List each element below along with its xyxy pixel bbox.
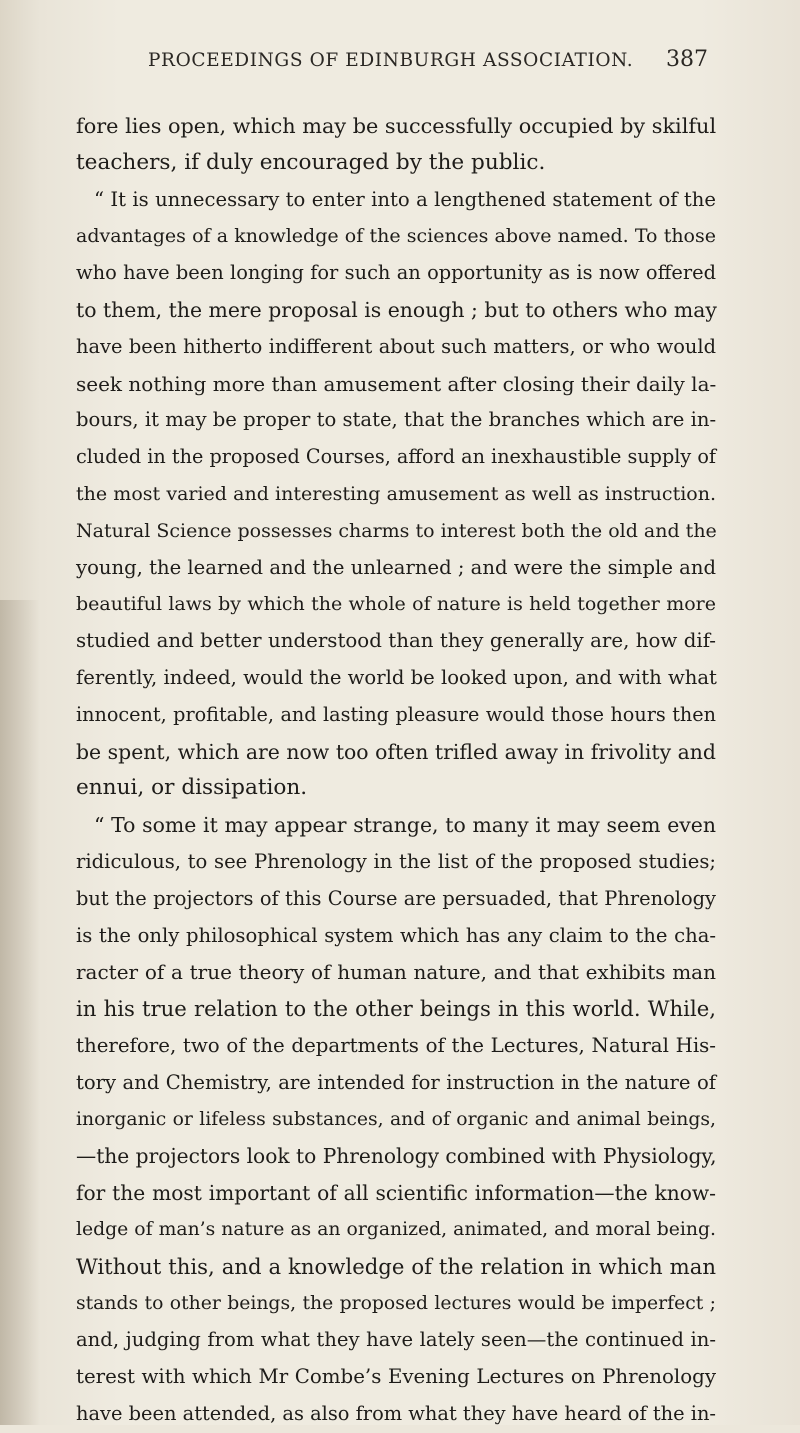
text-line: ridiculous, to see Phrenology in the list of the proposed studies; (76, 849, 716, 873)
text-line: racter of a true theory of human nature, and that exhibits man (76, 960, 716, 985)
text-line: beautiful laws by which the whole of nature is held together more (76, 593, 716, 616)
text-line: therefore, two of the departments of the Lectures, Natural His- (76, 1033, 716, 1057)
running-head-title: PROCEEDINGS OF EDINBURGH ASSOCIATION. (148, 50, 634, 71)
text-line: who have been longing for such an opportunity as is now offered (76, 261, 716, 285)
text-line: be spent, which are now too often trifled away in frivolity and (76, 739, 716, 764)
running-head (148, 47, 708, 80)
text-line: seek nothing more than amusement after closing their daily la- (76, 371, 717, 396)
text-line: Without this, and a knowledge of the relation in which man (76, 1253, 716, 1279)
text-line: but the projectors of this Course are persuaded, that Phrenology (76, 886, 716, 910)
text-line: and, judging from what they have lately seen—the continued in- (76, 1328, 716, 1352)
text-line: young, the learned and the unlearned ; and were the simple and (76, 555, 716, 579)
text-line: studied and better understood than they generally are, how dif- (76, 629, 716, 653)
text-line: for the most important of all scientific information—the know- (76, 1181, 716, 1206)
text-line: bours, it may be proper to state, that the branches which are in- (76, 408, 717, 432)
text-line: stands to other beings, the proposed lectures would be imperfect ; (76, 1292, 716, 1314)
text-line: have been hitherto indifferent about such matters, or who would (76, 334, 716, 358)
text-line: teachers, if duly encouraged by the public. (76, 149, 546, 175)
text-line: the most varied and interesting amusement as well as instruction. (76, 482, 716, 505)
text-line: inorganic or lifeless substances, and of organic and animal beings, (76, 1108, 716, 1130)
text-line: tory and Chemistry, are intended for instruction in the nature of (76, 1070, 716, 1094)
text-line: cluded in the proposed Courses, afford an inexhaustible supply of (76, 445, 716, 469)
text-line: fore lies open, which may be successfully occupied by skilful (76, 114, 717, 138)
page-edge-shadow (0, 600, 40, 1425)
text-line: Natural Science possesses charms to interest both the old and the (76, 519, 717, 542)
text-line: terest with which Mr Combe’s Evening Lectures on Phrenology (76, 1365, 716, 1389)
text-line: ferently, indeed, would the world be looked upon, and with what (76, 665, 717, 689)
text-line: is the only philosophical system which has any claim to the cha- (76, 923, 716, 947)
text-line: ledge of man’s nature as an organized, animated, and moral being. (76, 1218, 716, 1240)
text-line: innocent, profitable, and lasting pleasure would those hours then (76, 702, 716, 726)
text-line: in his true relation to the other beings in this world. While, (76, 996, 716, 1022)
text-line: ennui, or dissipation. (76, 775, 308, 801)
text-line: to them, the mere proposal is enough ; but to others who may (76, 297, 717, 322)
body-text (76, 108, 716, 1433)
text-line: advantages of a knowledge of the sciences above named. To those (76, 225, 716, 248)
text-line: have been attended, as also from what they have heard of the in- (76, 1401, 716, 1425)
text-line: —the projectors look to Phrenology combined with Physiology, (76, 1144, 717, 1169)
text-line: “ It is unnecessary to enter into a lengthened statement of the (94, 187, 716, 211)
page-number: 387 (666, 47, 708, 72)
text-line: “ To some it may appear strange, to many it may seem even (94, 813, 716, 838)
